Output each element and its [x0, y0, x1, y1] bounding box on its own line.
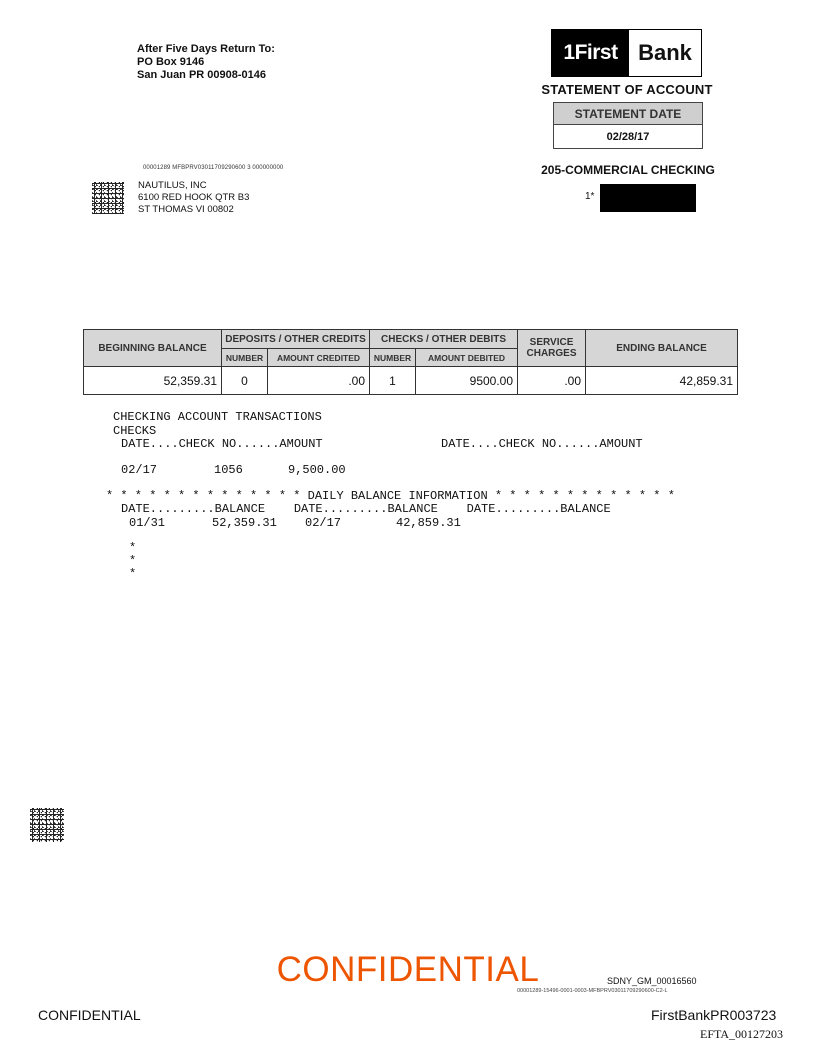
value-amount-debited: 9500.00 [416, 367, 518, 395]
customer-address [138, 180, 249, 216]
sdny-bates-number: SDNY_GM_00016560 [607, 976, 697, 986]
firstbank-bates-number: FirstBankPR003723 [651, 1007, 777, 1023]
customer-city: ST THOMAS VI 00802 [138, 204, 234, 215]
header-amount-debited: AMOUNT DEBITED [416, 349, 518, 367]
customer-street: 6100 RED HOOK QTR B3 [138, 192, 250, 203]
daily-balance-columns: DATE.........BALANCE DATE.........BALANCE DATE.........BALANCE [121, 502, 611, 516]
statement-date-value: 02/28/17 [606, 130, 650, 143]
micro-code: 00001289-15496-0001-0003-MFBPRV03011709290600-C2-L [517, 988, 668, 994]
redaction-block [600, 184, 696, 212]
star-1: * [129, 541, 137, 555]
header-deposits-number: NUMBER [222, 349, 268, 367]
value-service-charges: .00 [518, 367, 586, 395]
check-number: 1056 [214, 463, 243, 477]
checks-columns-left: DATE....CHECK NO......AMOUNT [121, 437, 323, 451]
barcode-icon [92, 182, 124, 214]
value-ending-balance: 42,859.31 [586, 367, 738, 395]
confidential-stamp: CONFIDENTIAL [276, 950, 540, 989]
header-checks-number: NUMBER [370, 349, 416, 367]
value-amount-credited: .00 [268, 367, 370, 395]
efta-number: EFTA_00127203 [700, 1027, 784, 1041]
barcode-icon [30, 808, 64, 842]
daily-balance-1: 52,359.31 [212, 516, 277, 530]
daily-date-1: 01/31 [129, 516, 166, 530]
statement-date-box [553, 102, 703, 149]
transactions-title: CHECKING ACCOUNT TRANSACTIONS [113, 410, 322, 424]
statement-title: STATEMENT OF ACCOUNT [541, 82, 713, 97]
header-service-charges: SERVICE CHARGES [518, 330, 586, 367]
mail-code: 00001289 MFBPRV03011709290600 3 000000000 [143, 165, 284, 171]
customer-name: NAUTILUS, INC [138, 180, 207, 191]
value-beginning-balance: 52,359.31 [84, 367, 222, 395]
header-checks: CHECKS / OTHER DEBITS [370, 330, 518, 349]
statement-date-label: STATEMENT DATE [554, 103, 702, 125]
account-number-prefix: 1* [585, 191, 595, 202]
value-deposits-number: 0 [222, 367, 268, 395]
confidential-label: CONFIDENTIAL [38, 1007, 141, 1023]
checks-label: CHECKS [113, 424, 157, 438]
return-line-2: PO Box 9146 [137, 56, 205, 68]
daily-balance-banner: * * * * * * * * * * * * * * DAILY BALANCE INFORMATION * * * * * * * * * * * * * [106, 489, 675, 503]
firstbank-logo [551, 29, 702, 77]
check-date: 02/17 [121, 463, 158, 477]
star-3: * [129, 567, 137, 581]
return-line-3: San Juan PR 00908-0146 [137, 69, 267, 81]
daily-balance-2: 42,859.31 [396, 516, 461, 530]
header-deposits: DEPOSITS / OTHER CREDITS [222, 330, 370, 349]
value-checks-number: 1 [370, 367, 416, 395]
header-beginning-balance: BEGINNING BALANCE [84, 330, 222, 367]
header-ending-balance: ENDING BALANCE [586, 330, 738, 367]
return-line-1: After Five Days Return To: [137, 43, 275, 55]
logo-first: 1First [552, 30, 629, 76]
logo-bank: Bank [638, 40, 692, 65]
checks-columns-right: DATE....CHECK NO......AMOUNT [441, 437, 643, 451]
star-2: * [129, 554, 137, 568]
check-amount: 9,500.00 [288, 463, 346, 477]
account-summary-table [83, 329, 738, 395]
account-type: 205-COMMERCIAL CHECKING [541, 163, 715, 177]
daily-date-2: 02/17 [305, 516, 342, 530]
header-amount-credited: AMOUNT CREDITED [268, 349, 370, 367]
return-address [137, 43, 275, 82]
